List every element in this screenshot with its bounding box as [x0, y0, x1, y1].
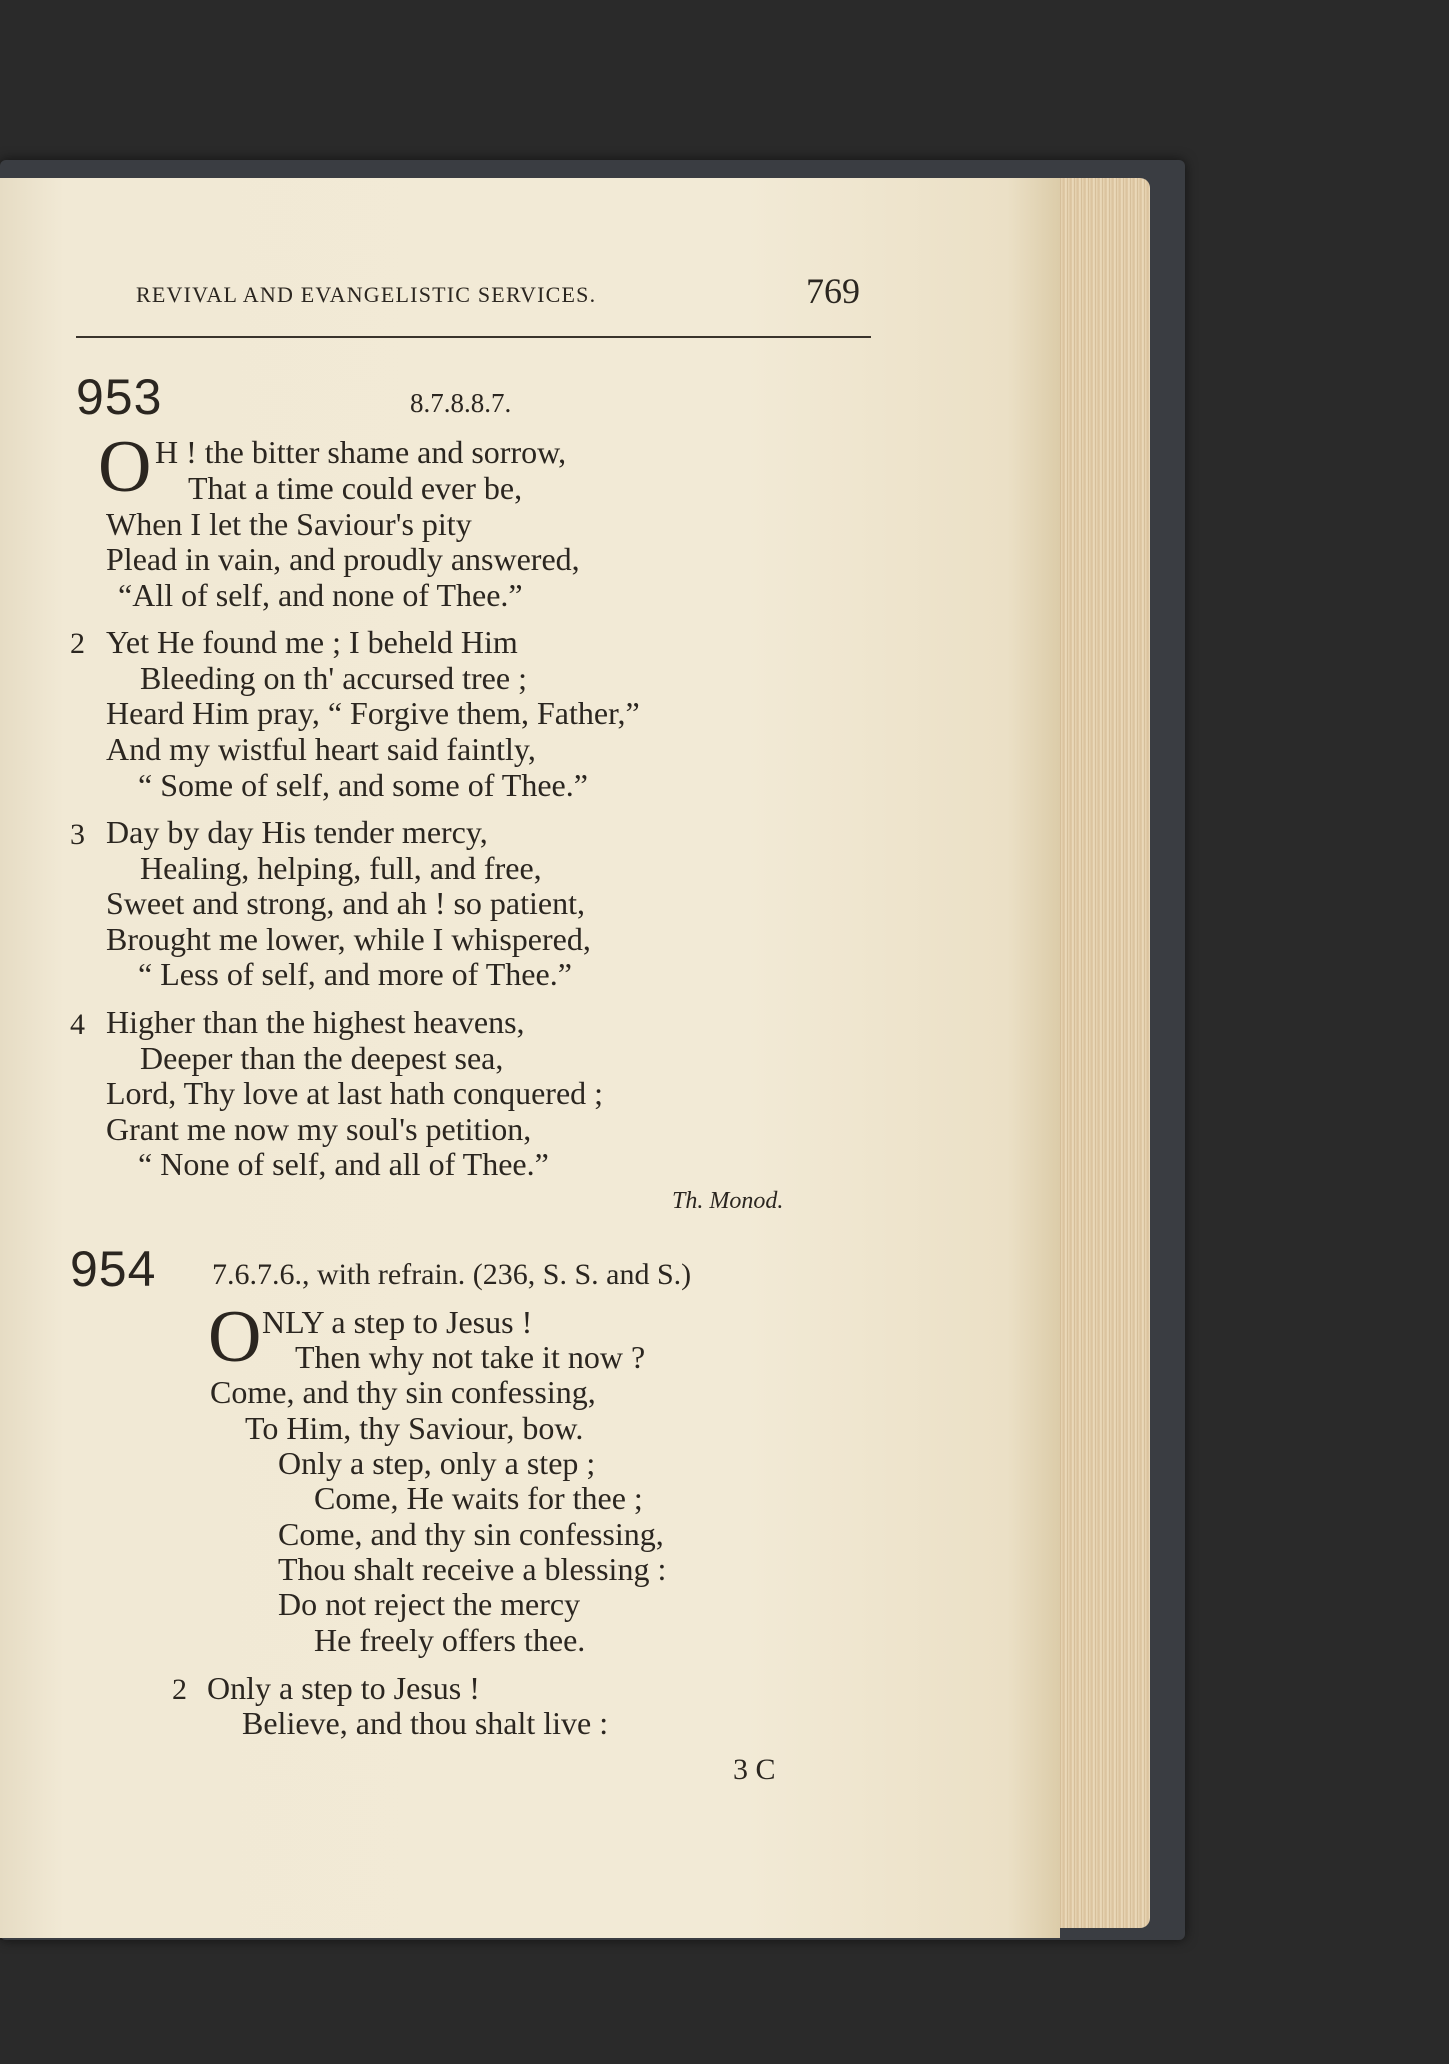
- verse-line: When I let the Saviour's pity: [106, 506, 472, 542]
- verse-line: Grant me now my soul's petition,: [106, 1111, 532, 1147]
- verse-line: H ! the bitter shame and sorrow,: [155, 434, 567, 470]
- verse-line: “ None of self, and all of Thee.”: [138, 1146, 549, 1182]
- verse-number: 3: [70, 818, 85, 851]
- hymn-number: 953: [76, 369, 163, 425]
- verse-line: Come, and thy sin confessing,: [210, 1374, 596, 1410]
- verse-line: Healing, helping, full, and free,: [140, 850, 542, 886]
- signature-mark: 3 C: [733, 1753, 776, 1786]
- hymn-meter: 8.7.8.8.7.: [410, 388, 512, 418]
- verse-line: Plead in vain, and proudly answered,: [106, 541, 580, 577]
- verse-number: 2: [70, 627, 85, 660]
- hymn-meter: 7.6.7.6., with refrain. (236, S. S. and S.): [212, 1258, 692, 1291]
- verse-line: NLY a step to Jesus !: [262, 1304, 533, 1340]
- verse-line: Thou shalt receive a blessing :: [278, 1551, 667, 1587]
- verse-line: Heard Him pray, “ Forgive them, Father,”: [106, 695, 640, 731]
- verse-line: Sweet and strong, and ah ! so patient,: [106, 885, 585, 921]
- drop-cap: O: [208, 1296, 262, 1378]
- header-rule: [76, 336, 871, 338]
- verse-line: “ Less of self, and more of Thee.”: [138, 956, 572, 992]
- verse-line: Yet He found me ; I beheld Him: [106, 624, 518, 660]
- verse-line: To Him, thy Saviour, bow.: [245, 1410, 584, 1446]
- verse-line: “All of self, and none of Thee.”: [118, 577, 523, 613]
- book-page: [0, 178, 1060, 1938]
- verse-line: Bleeding on th' accursed tree ;: [140, 660, 527, 696]
- verse-line: That a time could ever be,: [188, 470, 523, 506]
- hymn-number: 954: [70, 1241, 157, 1297]
- verse-number: 2: [172, 1673, 187, 1706]
- verse-line: Believe, and thou shalt live :: [242, 1705, 609, 1741]
- running-head: REVIVAL AND EVANGELISTIC SERVICES.: [136, 282, 597, 307]
- verse-line: “ Some of self, and some of Thee.”: [138, 767, 588, 803]
- verse-line: Do not reject the mercy: [278, 1586, 581, 1622]
- verse-number: 4: [70, 1008, 85, 1041]
- verse-line: Brought me lower, while I whispered,: [106, 921, 591, 957]
- verse-line: Come, and thy sin confessing,: [278, 1516, 664, 1552]
- hymn-author: Th. Monod.: [672, 1188, 784, 1214]
- page-header: [76, 270, 876, 320]
- verse-line: Then why not take it now ?: [295, 1339, 646, 1375]
- page-number: 769: [806, 271, 860, 311]
- drop-cap: O: [98, 426, 152, 508]
- verse-line: And my wistful heart said faintly,: [106, 731, 536, 767]
- verse-line: Come, He waits for thee ;: [314, 1480, 643, 1516]
- verse-line: Only a step, only a step ;: [278, 1445, 596, 1481]
- verse-line: Only a step to Jesus !: [207, 1670, 480, 1706]
- verse-line: Day by day His tender mercy,: [106, 814, 488, 850]
- verse-line: Lord, Thy love at last hath conquered ;: [106, 1075, 604, 1111]
- verse-line: Higher than the highest heavens,: [106, 1004, 525, 1040]
- verse-line: He freely offers thee.: [314, 1622, 586, 1658]
- verse-line: Deeper than the deepest sea,: [140, 1040, 504, 1076]
